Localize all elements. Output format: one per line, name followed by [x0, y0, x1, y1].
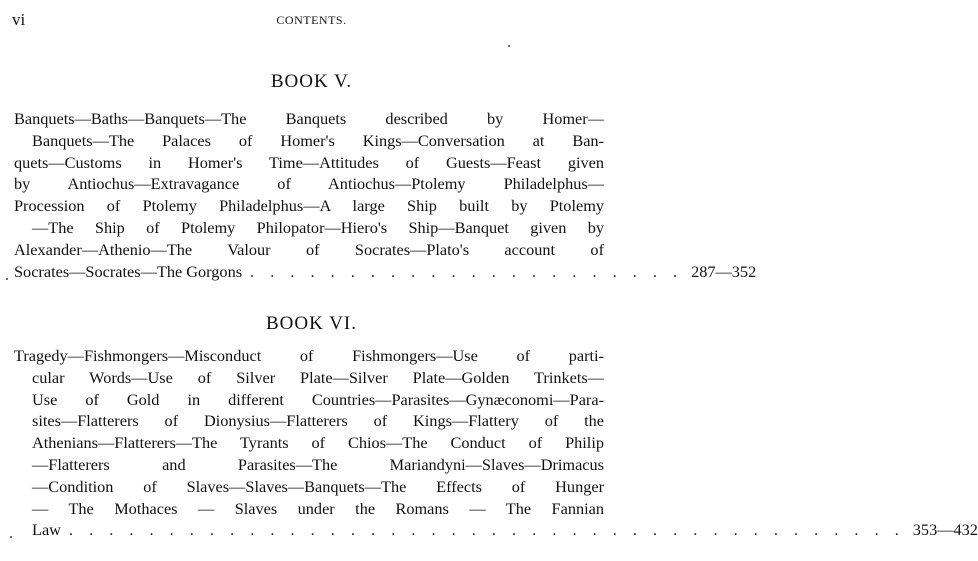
- book-contents: [14, 345, 978, 541]
- contents-line: Banquets—The Palaces of Homer's Kings—Conversation at Ban-: [32, 130, 604, 150]
- contents-line: quets—Customs in Homer's Time—Attitudes of Guests—Feast given: [14, 152, 604, 172]
- contents-line: —The Ship of Ptolemy Philopator—Hiero's Ship—Banquet given by: [32, 217, 604, 237]
- contents-line-text: Socrates—Socrates—The Gorgons: [14, 261, 243, 281]
- contents-line: by Antiochus—Extravagance of Antiochus—Ptolemy Philadelphus—: [14, 174, 604, 194]
- contents-line: Banquets—Baths—Banquets—The Banquets described by Homer—: [14, 109, 604, 128]
- book-contents: [14, 108, 757, 282]
- speck: [508, 45, 510, 47]
- dot-leader: . . . . . . . . . . . . . . . . . . . . . . . . . . . . . . . . . . . . . . . . . .: [68, 520, 905, 540]
- contents-line: —Flatterers and Parasites—The Mariandyni—Slaves—Drimacus: [32, 454, 604, 474]
- speck: [10, 536, 12, 538]
- contents-last-line: [14, 519, 978, 541]
- book-title: BOOK V.: [270, 71, 353, 92]
- contents-line: sites—Flatterers of Dionysius—Flatterers of Kings—Flattery of the: [32, 411, 604, 431]
- page-number: vi: [12, 10, 26, 29]
- contents-last-line: [14, 261, 757, 283]
- contents-line: Alexander—Athenio—The Valour of Socrates—Plato's account of: [14, 239, 604, 259]
- contents-line: Athenians—Flatterers—The Tyrants of Chios—The Conduct of Philip: [32, 433, 604, 453]
- contents-line: cular Words—Use of Silver Plate—Silver Plate—Golden Trinkets—: [32, 367, 604, 387]
- page-range: 353—432: [912, 520, 978, 540]
- contents-line: Use of Gold in different Countries—Parasites—Gynæconomi—Para-: [32, 389, 604, 409]
- contents-line: —Condition of Slaves—Slaves—Banquets—The Effects of Hunger: [32, 476, 604, 496]
- contents-line: Tragedy—Fishmongers—Misconduct of Fishmongers—Use of parti-: [14, 346, 604, 365]
- speck: [6, 278, 8, 280]
- book-title: BOOK VI.: [265, 313, 358, 334]
- contents-line-text: Law: [32, 520, 61, 540]
- contents-line: Procession of Ptolemy Philadelphus—A large Ship built by Ptolemy: [14, 196, 604, 216]
- running-head: CONTENTS.: [276, 13, 347, 27]
- dot-leader: . . . . . . . . . . . . . . . . . . . . . .: [250, 261, 684, 281]
- contents-line: — The Mothaces — Slaves under the Romans — The Fannian: [32, 498, 604, 518]
- page-range: 287—352: [691, 261, 757, 281]
